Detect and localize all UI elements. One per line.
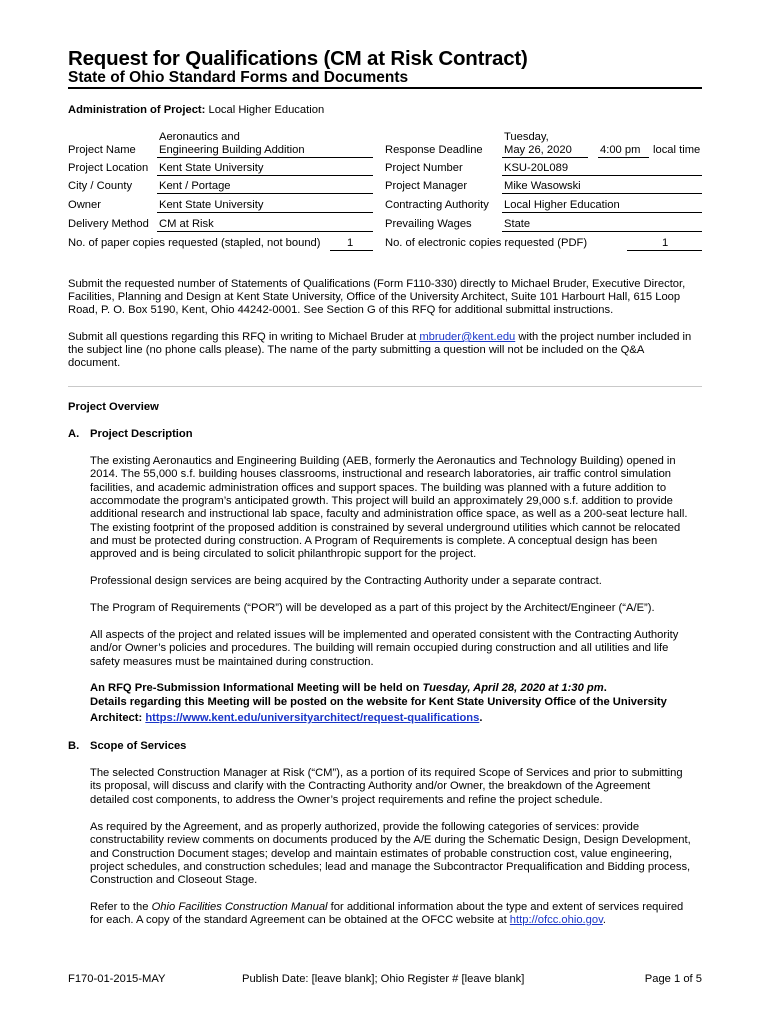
paragraph-line: and/or Owner’s policies and procedures. The building will remain occupied during construction and all utilities and life — [90, 642, 669, 655]
owner-value: Kent State University — [159, 199, 264, 211]
manual-text: for additional information about the type and extent of services required — [327, 901, 684, 913]
owner-underline — [157, 212, 373, 213]
design-services-paragraph: Professional design services are being acquired by the Contracting Authority under a separate contract. — [90, 575, 602, 587]
section-b-letter: B. — [68, 740, 80, 752]
project-location-value: Kent State University — [159, 162, 264, 174]
project-number-label: Project Number — [385, 162, 463, 174]
delivery-method-underline — [157, 231, 373, 232]
project-name-line2: Engineering Building Addition — [159, 144, 305, 156]
email-link[interactable]: mbruder@kent.edu — [419, 331, 516, 343]
document-title: Request for Qualifications (CM at Risk Contract) — [68, 47, 528, 70]
prevailing-wages-label: Prevailing Wages — [385, 218, 472, 230]
manual-paragraph-line — [90, 914, 606, 927]
paragraph-line: facilities, and academic administration offices and support spaces. The building was planned with a future addition to — [90, 481, 667, 494]
paragraph-line: safety measures must be maintained during construction. — [90, 655, 374, 668]
city-county-label: City / County — [68, 180, 133, 192]
section-b-heading: Scope of Services — [90, 740, 187, 752]
project-location-label: Project Location — [68, 162, 149, 174]
submit-paragraph-line: Submit the requested number of Statements of Qualifications (Form F110-330) directly to Michael Bruder, Executive Director, — [68, 278, 686, 290]
city-county-value: Kent / Portage — [159, 180, 231, 192]
response-deadline-time: 4:00 pm — [600, 144, 641, 156]
paragraph-line: approved and is being circulated to solicit philanthropic support for the project. — [90, 548, 477, 561]
meeting-text: . — [479, 712, 483, 724]
submit-paragraph-line: Facilities, Planning and Design at Kent State University, Office of the University Architect, Suite 101 Harbourt Hall, 615 Loop — [68, 291, 681, 303]
project-manager-value: Mike Wasowski — [504, 180, 581, 192]
response-deadline-day: Tuesday, — [504, 131, 549, 143]
prevailing-wages-underline — [502, 231, 702, 232]
delivery-method-label: Delivery Method — [68, 218, 149, 230]
section-a-letter: A. — [68, 428, 80, 440]
owner-label: Owner — [68, 199, 101, 211]
title-rule — [68, 87, 702, 89]
project-name-label: Project Name — [68, 144, 136, 156]
footer-publish: Publish Date: [leave blank]; Ohio Register # [leave blank] — [242, 973, 525, 985]
meeting-text: Architect: — [90, 712, 146, 724]
paragraph-line: detailed cost components, to address the Owner’s project requirements and refine the project schedule. — [90, 793, 603, 806]
paragraph-line: project schedules, and construction schedules; lead and manage the Subcontractor Prequalification and Bidding process, — [90, 860, 691, 873]
contracting-authority-label: Contracting Authority — [385, 199, 489, 211]
electronic-copies-label: No. of electronic copies requested (PDF) — [385, 237, 588, 249]
questions-paragraph-line — [68, 331, 691, 344]
por-paragraph: The Program of Requirements (“POR”) will be developed as a part of this project by the Architect/Engineer (“A/E”). — [90, 602, 655, 614]
meeting-line: Details regarding this Meeting will be posted on the website for Kent State University Office of the University — [90, 696, 667, 708]
administration-line — [68, 104, 324, 117]
manual-text: for each. A copy of the standard Agreement can be obtained at the OFCC website at — [90, 914, 510, 926]
paragraph-line: and must be protected during construction. A Program of Requirements is complete. A conceptual design has been — [90, 534, 658, 547]
paragraph-line: The existing Aeronautics and Engineering Building (AEB, formerly the Aeronautics and Technology Building) opened in — [90, 455, 676, 467]
response-deadline-label: Response Deadline — [385, 144, 483, 156]
paragraph-line: constructability review comments on documents produced by the A/E during the Schematic Design, Design Development, — [90, 834, 691, 847]
project-name-line1: Aeronautics and — [159, 131, 240, 143]
paragraph-line: The selected Construction Manager at Risk (“CM”), as a portion of its required Scope of Services and prior to submitting — [90, 767, 683, 779]
deadline-time-underline — [598, 157, 649, 158]
contracting-authority-value: Local Higher Education — [504, 199, 620, 211]
meeting-date: Tuesday, April 28, 2020 at 1:30 pm — [422, 682, 604, 694]
paragraph-line: The existing footprint of the proposed addition is constrained by several underground utilities which cannot be relocated — [90, 521, 681, 534]
meeting-text: An RFQ Pre-Submission Informational Meeting will be held on — [90, 682, 423, 694]
manual-text: . — [602, 914, 606, 926]
meeting-line — [90, 682, 607, 695]
submit-paragraph-line: Road, P. O. Box 5190, Kent, Ohio 44242-0001. See Section G of this RFQ for additional submittal instructions. — [68, 304, 614, 316]
contracting-authority-underline — [502, 212, 702, 213]
meeting-line — [90, 712, 482, 725]
project-manager-underline — [502, 193, 702, 194]
manual-title: Ohio Facilities Construction Manual — [151, 901, 328, 913]
project-overview-heading: Project Overview — [68, 401, 159, 413]
questions-paragraph-line: document. — [68, 357, 121, 369]
deadline-date-underline — [502, 157, 588, 158]
questions-paragraph-line: the subject line (no phone calls please). The name of the party submitting a question will not be included on the Q&A — [68, 344, 645, 356]
ofcc-link[interactable]: http://ofcc.ohio.gov — [509, 914, 603, 926]
questions-text: Submit all questions regarding this RFQ in writing to Michael Bruder at — [68, 331, 420, 343]
city-county-underline — [157, 193, 373, 194]
manual-paragraph-line — [90, 901, 683, 914]
electronic-copies-value: 1 — [662, 237, 669, 249]
project-number-value: KSU-20L089 — [504, 162, 569, 174]
electronic-copies-underline — [627, 250, 702, 251]
paper-copies-value: 1 — [347, 237, 354, 249]
paragraph-line: its proposal, will discuss and clarify with the Contracting Authority and/or Owner, the breakdown of the Agreement — [90, 780, 651, 793]
administration-label: Administration of Project: — [68, 104, 206, 116]
paragraph-line: and Construction Document stages; develop and maintain estimates of probable construction cost, value engineering, — [90, 847, 673, 860]
paragraph-line: As required by the Agreement, and as properly authorized, provide the following categories of services: provide — [90, 821, 640, 833]
paper-copies-underline — [330, 250, 373, 251]
response-deadline-suffix: local time — [653, 144, 701, 156]
paragraph-line: Construction and Closeout Stage. — [90, 874, 258, 887]
meeting-text: . — [603, 682, 607, 694]
project-number-underline — [502, 175, 702, 176]
project-location-underline — [157, 175, 373, 176]
paragraph-line: All aspects of the project and related issues will be implemented and operated consistent with the Contracting Authority — [90, 629, 679, 641]
response-deadline-date: May 26, 2020 — [504, 144, 572, 156]
administration-value: Local Higher Education — [208, 104, 325, 116]
paragraph-line: 2014. The 55,000 s.f. building houses classrooms, instructional and research laboratories, air traffic control simulation — [90, 468, 672, 481]
footer-form-id: F170-01-2015-MAY — [68, 973, 166, 985]
paper-copies-label: No. of paper copies requested (stapled, not bound) — [68, 237, 321, 249]
paragraph-line: accommodate the program’s anticipated growth. This project will build an approximately 29,000 s.f. addition to provide — [90, 494, 673, 507]
manual-text: Refer to the — [90, 901, 152, 913]
document-subtitle: State of Ohio Standard Forms and Documents — [68, 69, 409, 86]
delivery-method-value: CM at Risk — [159, 218, 214, 230]
section-a-heading: Project Description — [90, 428, 193, 440]
project-manager-label: Project Manager — [385, 180, 468, 192]
project-name-underline — [157, 157, 373, 158]
footer-page-number: Page 1 of 5 — [644, 973, 702, 985]
questions-text: with the project number included in — [515, 331, 692, 343]
university-architect-link[interactable]: https://www.kent.edu/universityarchitect/request-qualifications — [145, 712, 480, 724]
section-divider — [68, 386, 702, 387]
prevailing-wages-value: State — [504, 218, 531, 230]
paragraph-line: additional research and instructional lab space, faculty and administration office space, as well as a 200-seat lecture hall. — [90, 508, 688, 521]
